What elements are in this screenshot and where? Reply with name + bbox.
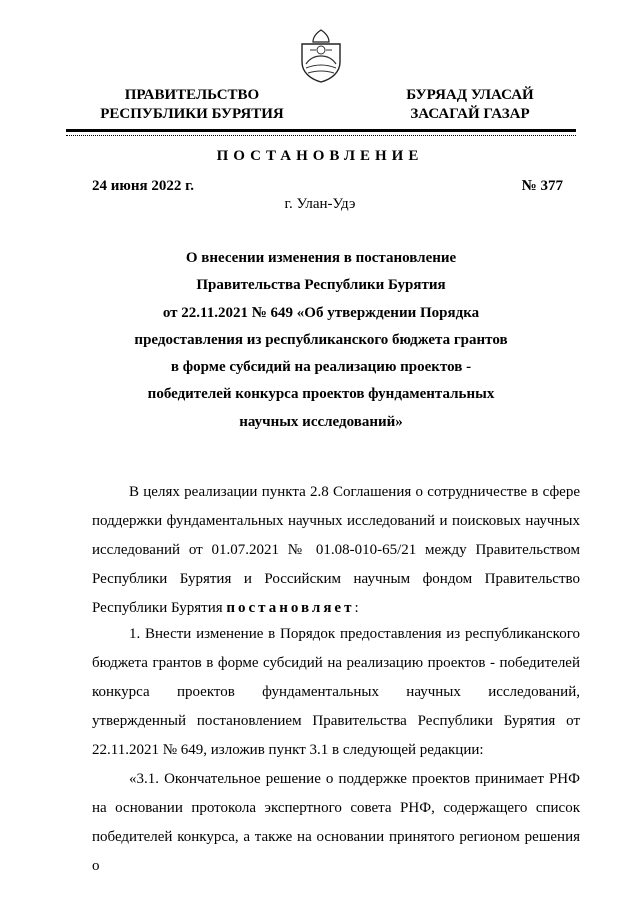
title-line: в форме субсидий на реализацию проектов - [170,359,472,376]
title-line: Правительства Республики Бурятия [196,277,446,294]
decree-word: постановляет [226,600,355,616]
government-name-buryat-line1: БУРЯАД УЛАСАЙ [406,87,534,103]
document-city: г. Улан-Удэ [284,196,356,212]
preamble-colon: : [354,600,359,616]
document-number: № 377 [521,178,563,194]
title-line: научных исследований» [239,413,403,430]
header-divider [66,129,576,132]
clause-1-text: 1. Внести изменение в Порядок предоставления из республиканского бюджета грантов в форме субсидий на реализацию проектов - победителей конкурса проектов фундаментальных научных исследований, утвержденный постановлением Правительства Республики Бурятия от 22.11.2021 № 649, изложив пункт 3.1 в следующей редакции: [92,626,580,758]
clause-3-1-paragraph [92,765,580,881]
preamble-text: В целях реализации пункта 2.8 Соглашения о сотрудничестве в сфере поддержки фундаментальных научных исследований и поисковых научных исследований от 01.07.2021 № 01.08-010-65/21 между Правительством Республики Бурятия и Российским научным фондом Правительство Республики Бурятия [92,484,580,616]
government-name-line1: ПРАВИТЕЛЬСТВО [124,87,260,103]
coat-of-arms-icon [296,28,346,84]
government-name-line2: РЕСПУБЛИКИ БУРЯТИЯ [100,106,284,122]
title-line: О внесении изменения в постановление [185,250,457,266]
government-name-buryat-line2: ЗАСАГАЙ ГАЗАР [410,106,530,122]
title-line: победителей конкурса проектов фундаментальных [147,386,495,403]
government-name-buryat [395,86,545,124]
document-date: 24 июня 2022 г. [92,178,194,194]
government-name-russian [92,86,292,124]
title-line: предоставления из республиканского бюджета грантов [134,331,508,348]
document-type: ПОСТАНОВЛЕНИЕ [216,148,424,164]
title-line: от 22.11.2021 № 649 «Об утверждении Порядка [162,304,480,321]
preamble-paragraph [92,478,580,623]
document-title [100,245,542,436]
clause-1-paragraph [92,620,580,765]
header-divider-dotted [66,135,576,136]
clause-3-1-text: «3.1. Окончательное решение о поддержке проектов принимает РНФ на основании протокола экспертного совета РНФ, содержащего список победителей конкурса, а также на основании принятого регионом решения о [92,771,580,874]
